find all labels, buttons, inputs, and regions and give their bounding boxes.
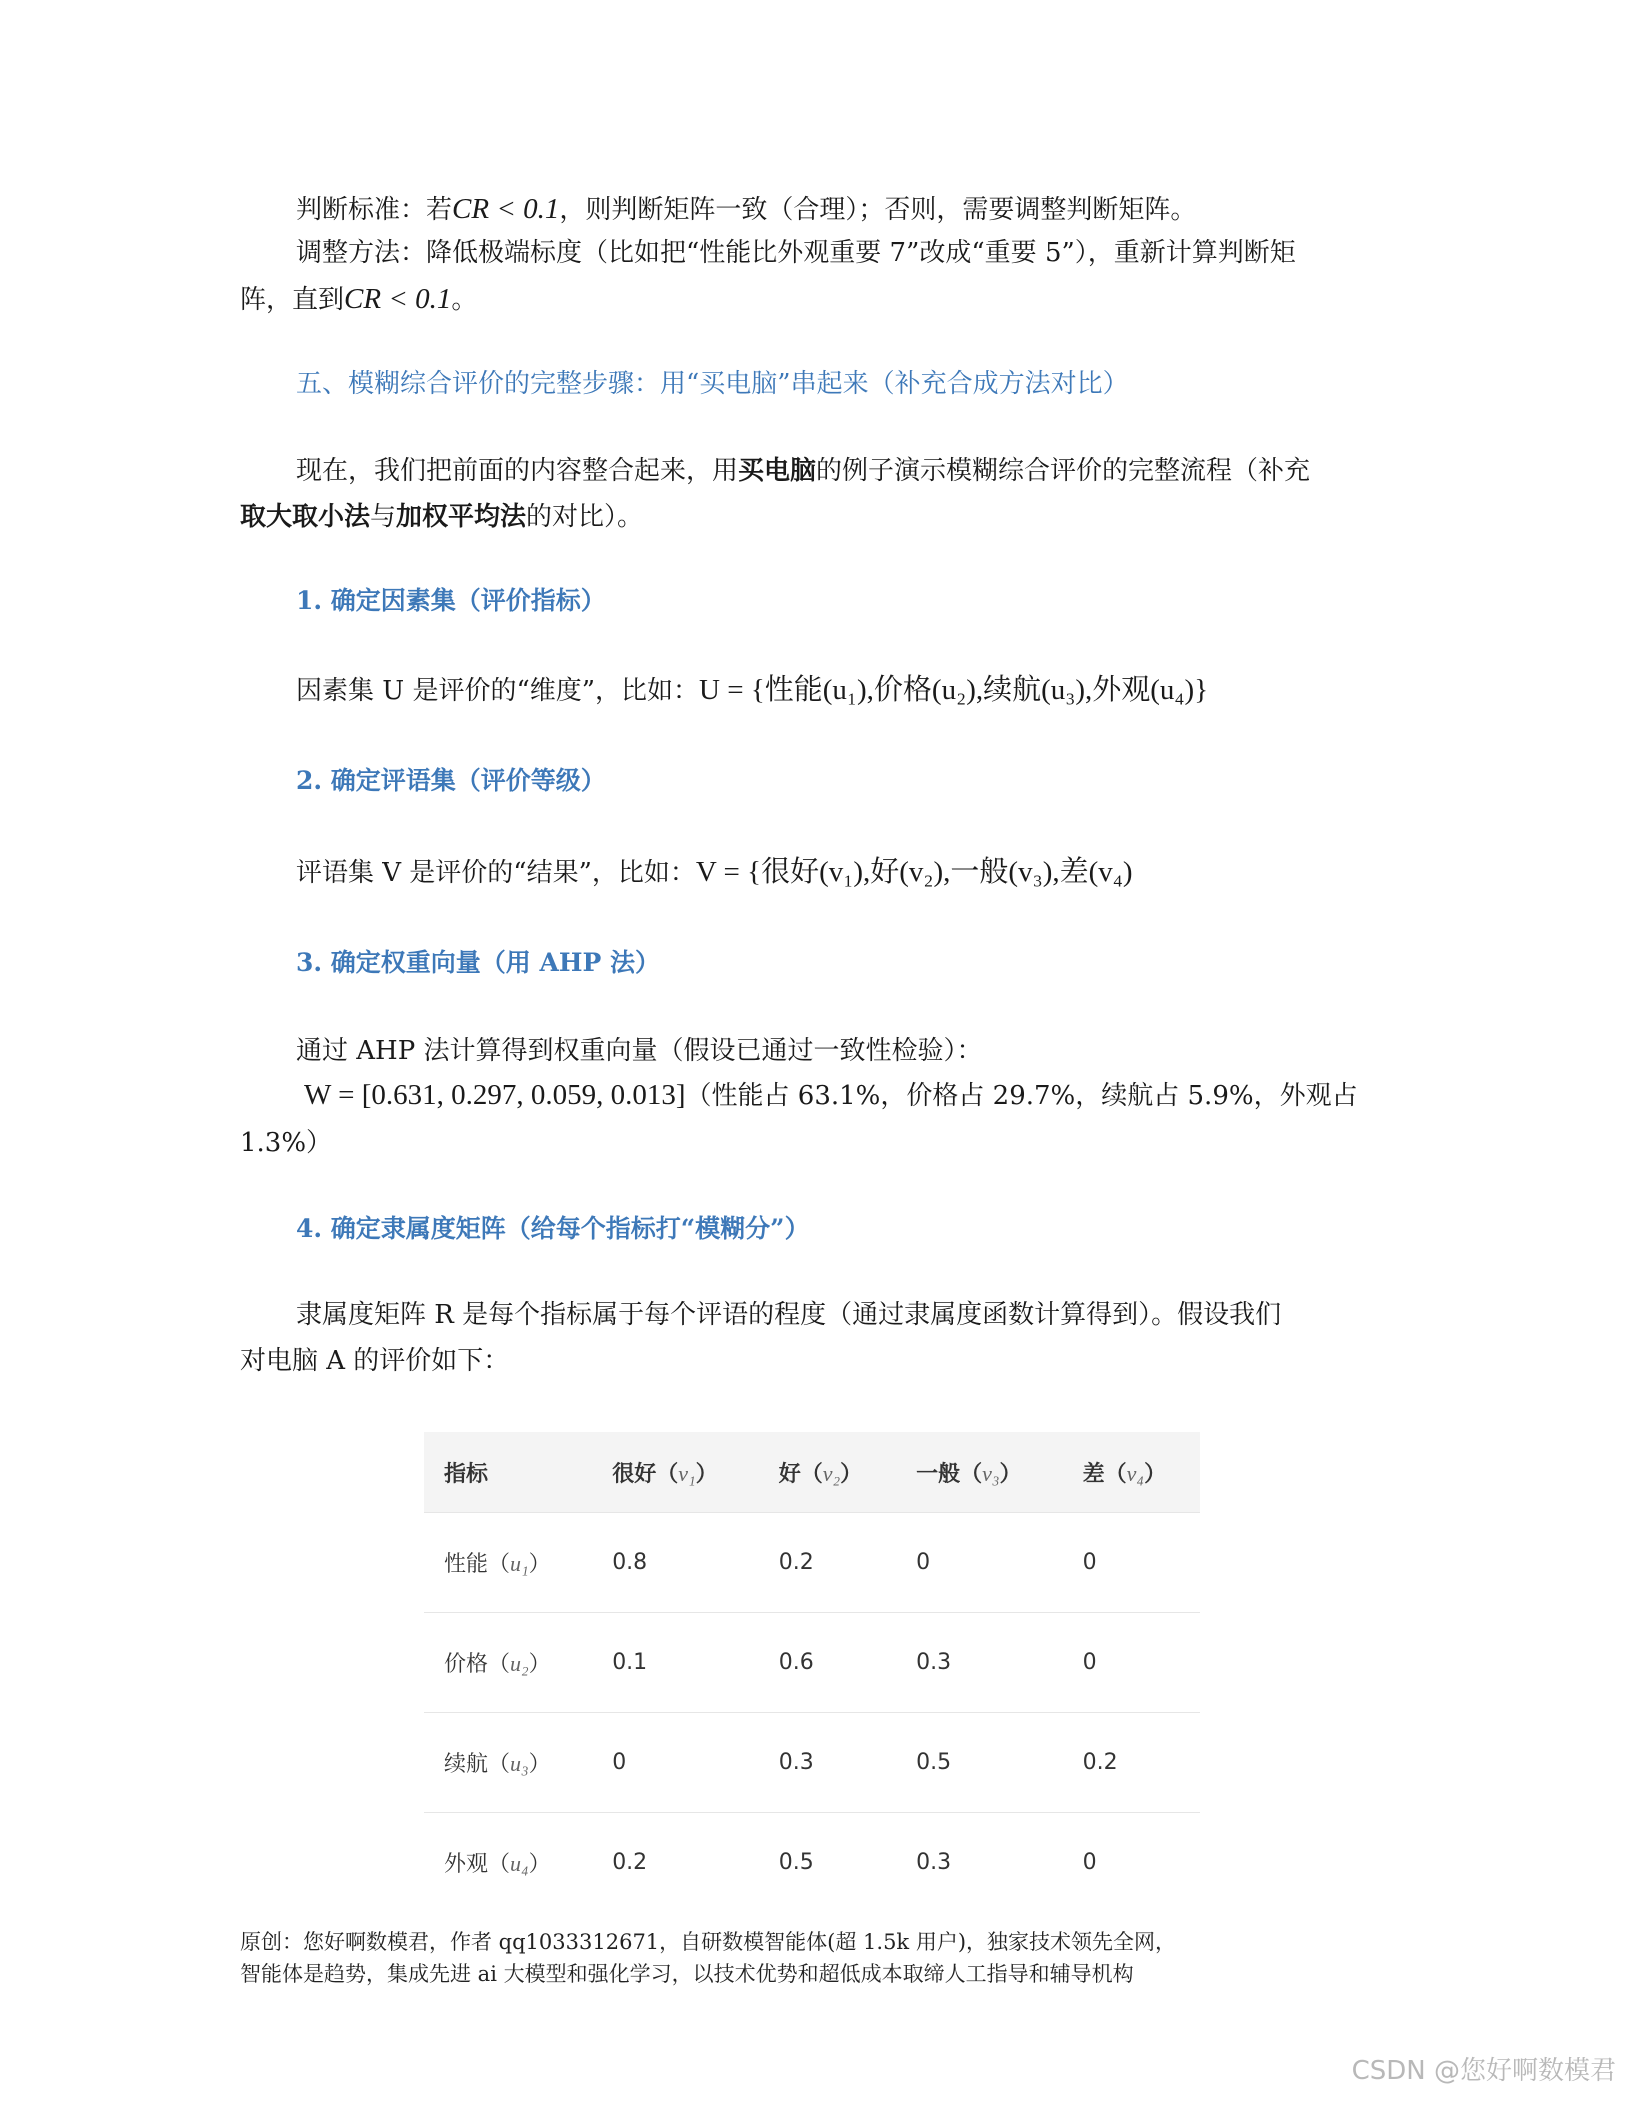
table-header-row: [424, 1432, 1200, 1513]
row-label: 外观（u₄）: [444, 1851, 551, 1877]
table-cell: 0.6: [759, 1613, 896, 1713]
table-cell: 0.8: [592, 1513, 759, 1613]
table-cell: 0: [1063, 1513, 1200, 1613]
section-5-heading: 五、模糊综合评价的完整步骤：用“买电脑”串起来（补充合成方法对比）: [296, 369, 1129, 399]
header-very-good: 很好（v₁）: [592, 1432, 759, 1513]
table-cell: 0.3: [896, 1613, 1063, 1713]
section-5-intro-line-2: 取大取小法与加权平均法的对比）。: [240, 502, 644, 532]
step-1-text: 因素集 U 是评价的“维度”，比如：U = {性能(u₁),价格(u₂),续航(u₃),外观(u₄)}: [296, 674, 1209, 706]
step-3-formula-line-2: 1.3%）: [240, 1128, 333, 1158]
header-average: 一般（v₃）: [896, 1432, 1063, 1513]
header-poor: 差（v₄）: [1063, 1432, 1200, 1513]
step-4-text-line-2: 对电脑 A 的评价如下：: [240, 1346, 510, 1376]
table-cell: 0: [1082, 1850, 1097, 1875]
table-row: [424, 1613, 1200, 1713]
step-3-text: 通过 AHP 法计算得到权重向量（假设已通过一致性检验）：: [296, 1036, 983, 1066]
table-cell: 0.3: [759, 1713, 896, 1813]
csdn-watermark: CSDN @您好啊数模君: [1351, 2056, 1616, 2086]
table-cell: 0.5: [896, 1713, 1063, 1813]
table-cell: 0.2: [1063, 1713, 1200, 1813]
membership-matrix-table: [424, 1432, 1200, 1912]
step-2-heading: 2. 确定评语集（评价等级）: [296, 766, 606, 795]
footer-line-1: 原创：您好啊数模君，作者 qq1033312671，自研数模智能体(超 1.5k 用户)，独家技术领先全网，: [240, 1930, 1177, 1954]
criteria-line-2: 调整方法：降低极端标度（比如把“性能比外观重要 7”改成“重要 5”），重新计算判断矩: [296, 238, 1296, 268]
table-cell: 0.1: [592, 1613, 759, 1713]
table-cell: 0: [592, 1713, 759, 1813]
table-cell: 0.2: [612, 1850, 648, 1875]
step-4-heading: 4. 确定隶属度矩阵（给每个指标打“模糊分”）: [296, 1214, 810, 1243]
table-row: [424, 1713, 1200, 1813]
step-3-heading: 3. 确定权重向量（用 AHP 法）: [296, 948, 661, 977]
row-label: 价格（u₂）: [424, 1613, 592, 1713]
row-label: 性能（u₁）: [424, 1513, 592, 1613]
row-label: 续航（u₃）: [424, 1713, 592, 1813]
table-row: [424, 1513, 1200, 1613]
criteria-line-1: 判断标准：若CR < 0.1，则判断矩阵一致（合理）；否则，需要调整判断矩阵。: [296, 193, 1197, 225]
table-cell: 0.5: [778, 1850, 814, 1875]
step-2-text: 评语集 V 是评价的“结果”，比如：V = {很好(v₁),好(v₂),一般(v₃),差(v₄): [296, 856, 1133, 888]
header-good: 好（v₂）: [759, 1432, 896, 1513]
section-5-intro-line-1: 现在，我们把前面的内容整合起来，用买电脑的例子演示模糊综合评价的完整流程（补充: [296, 456, 1311, 486]
step-4-text-line-1: 隶属度矩阵 R 是每个指标属于每个评语的程度（通过隶属度函数计算得到）。假设我们: [296, 1300, 1282, 1330]
table-cell: 0.2: [759, 1513, 896, 1613]
table-cell: 0: [1063, 1613, 1200, 1713]
criteria-line-3: 阵，直到CR < 0.1。: [240, 283, 478, 315]
step-3-formula-line: W = [0.631, 0.297, 0.059, 0.013]（性能占 63.1%，价格占 29.7%，续航占 5.9%，外观占: [304, 1079, 1358, 1111]
step-1-heading: 1. 确定因素集（评价指标）: [296, 586, 606, 615]
footer-line-2: 智能体是趋势，集成先进 ai 大模型和强化学习，以技术优势和超低成本取缔人工指导和辅导机构: [240, 1962, 1134, 1986]
table-cell: 0.3: [916, 1850, 952, 1875]
header-indicator: 指标: [424, 1432, 592, 1513]
table-row: [424, 1813, 1200, 1913]
table-cell: 0: [896, 1513, 1063, 1613]
